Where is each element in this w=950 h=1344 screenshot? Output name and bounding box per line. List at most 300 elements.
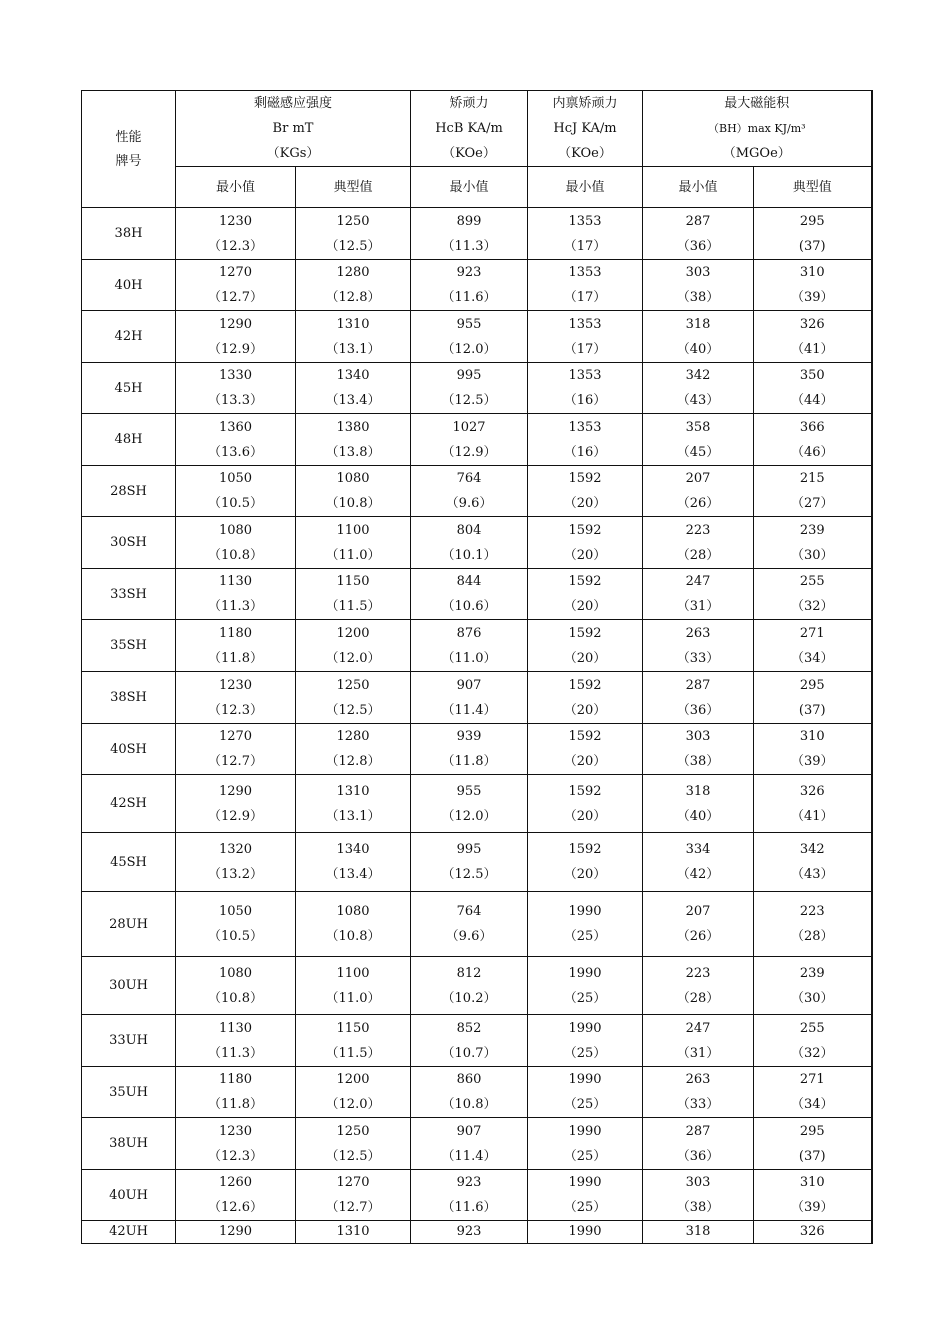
- br-min-cell: [176, 260, 296, 311]
- hcj-min-alt-value: （25）: [563, 1148, 607, 1164]
- hcb-min-alt-value: （12.0）: [441, 341, 497, 357]
- br-typ-alt-value: （11.5）: [325, 599, 381, 614]
- hcj-min-value: 1592: [568, 842, 602, 857]
- br-min-alt-value: （10.8）: [208, 547, 263, 563]
- br-typ-value: 1100: [336, 965, 370, 981]
- hcj-min-alt-value: （17）: [563, 290, 607, 305]
- br-typ-cell: [296, 569, 411, 620]
- hcj-min-cell: [528, 724, 643, 775]
- hcb-min-value: 812: [456, 965, 482, 981]
- hcb-min-cell: [411, 672, 528, 724]
- table-row: [82, 363, 872, 414]
- br-min-cell: [176, 892, 296, 957]
- hcj-unit-alt: （KOe）: [558, 146, 612, 161]
- bh-min-value: 303: [685, 1175, 711, 1190]
- grade-cell: 42UH: [82, 1221, 176, 1244]
- bh-min-alt-value: （40）: [676, 808, 720, 824]
- bh-min-alt-value: （33）: [676, 650, 720, 666]
- hcj-title: 内禀矫顽力: [552, 96, 618, 111]
- hcj-min-value: 1592: [568, 783, 602, 799]
- subheader-row: [82, 167, 872, 208]
- bh-min-value: 287: [685, 213, 711, 229]
- table-row: [82, 569, 872, 620]
- br-min-cell: [176, 569, 296, 620]
- bh-typ-alt-value: (37): [798, 238, 826, 254]
- hcb-unit: HcB KA/m: [435, 121, 503, 136]
- hcb-min-cell: [411, 208, 528, 260]
- table-row: [82, 311, 872, 363]
- br-min-cell: [176, 414, 296, 466]
- bh-typ-value: 271: [799, 625, 825, 641]
- br-min-value: 1050: [218, 471, 253, 486]
- bh-min-cell: [643, 775, 754, 833]
- hcj-min-cell: [528, 414, 643, 466]
- bh-min-cell: [643, 569, 754, 620]
- bh-min-alt-value: （28）: [676, 547, 720, 563]
- hcj-min-value: 1990: [568, 1020, 602, 1036]
- hcj-min-alt-value: （20）: [563, 547, 607, 563]
- bh-min-alt-value: （36）: [676, 1148, 720, 1164]
- bh-typ-alt-value: （39）: [791, 1200, 834, 1215]
- hcj-min-value: 1592: [568, 522, 602, 538]
- bh-typ-cell: [754, 260, 872, 311]
- bh-typ-value: 295: [799, 1123, 825, 1139]
- hcb-min-value: 804: [456, 522, 482, 538]
- table-row: [82, 620, 872, 672]
- bh-min-value: 287: [685, 677, 711, 693]
- hcb-min-alt-value: （11.6）: [441, 290, 497, 305]
- bh-min-alt-value: （26）: [676, 929, 720, 944]
- hcb-min-value: 852: [456, 1020, 482, 1036]
- table-row: [82, 208, 872, 260]
- br-min-cell: [176, 1170, 296, 1221]
- bh-typ-value: 310: [799, 1175, 825, 1190]
- br-min-cell: [176, 466, 296, 517]
- grade-cell: 38SH: [82, 672, 176, 724]
- hcb-min-value: 876: [456, 625, 482, 641]
- hcj-min-alt-value: （17）: [563, 341, 607, 357]
- br-min-value: 1290: [218, 316, 253, 332]
- br-typ-cell: [296, 672, 411, 724]
- bh-typ-cell: [754, 724, 872, 775]
- hcj-min-alt-value: （20）: [563, 867, 607, 882]
- bh-typ-cell: [754, 208, 872, 260]
- hcb-min-cell: [411, 414, 528, 466]
- br-min-value: 1180: [218, 1072, 253, 1087]
- bh-min-alt-value: （42）: [676, 867, 720, 882]
- br-min-value: 1270: [218, 729, 253, 744]
- br-typ-value: 1280: [336, 729, 370, 744]
- br-typ-value: 1150: [336, 574, 370, 589]
- grade-label: 牌号: [115, 154, 142, 169]
- hcb-min-cell: [411, 1118, 528, 1170]
- br-typ-value: 1310: [336, 316, 370, 332]
- hcb-min-value: 995: [456, 368, 482, 383]
- br-min-value: 1130: [218, 574, 253, 589]
- hcb-min-cell: [411, 775, 528, 833]
- br-min-alt-value: （13.6）: [208, 444, 263, 460]
- hcj-min-cell: [528, 957, 643, 1015]
- br-min-value: 1130: [218, 1020, 253, 1036]
- br-min-alt-value: （12.3）: [208, 1148, 263, 1164]
- br-min-cell: [176, 208, 296, 260]
- br-min-alt-value: （10.5）: [208, 496, 263, 511]
- hcj-min-value: 1592: [568, 729, 602, 744]
- magnet-properties-table: [81, 90, 873, 1244]
- br-typ-cell: [296, 311, 411, 363]
- bh-typ-alt-value: (37): [798, 702, 826, 718]
- br-typ-alt-value: （10.8）: [325, 496, 381, 511]
- br-typ-alt-value: （13.8）: [325, 444, 381, 460]
- hcj-min-alt-value: （20）: [563, 599, 607, 614]
- br-min-cell: [176, 957, 296, 1015]
- grade-cell: 35UH: [82, 1067, 176, 1118]
- hcb-min-value: 764: [456, 471, 482, 486]
- hcj-min-value: 1592: [568, 625, 602, 641]
- br-min-alt-value: （10.8）: [208, 990, 263, 1006]
- br-typ-cell: [296, 892, 411, 957]
- br-min-alt-value: （12.9）: [208, 341, 263, 357]
- grade-cell: 48H: [82, 414, 176, 466]
- br-min-alt-value: （11.8）: [208, 650, 263, 666]
- br-typ-alt-value: （11.0）: [325, 547, 381, 563]
- br-typ-alt-value: （11.5）: [325, 1045, 381, 1061]
- bh-typ-alt-value: （32）: [791, 1045, 834, 1061]
- hcj-min-header: 最小值: [528, 167, 643, 208]
- br-typ-value: 1080: [336, 904, 370, 919]
- hcb-min-alt-value: （11.4）: [441, 702, 497, 718]
- bh-typ-value: 239: [799, 965, 825, 981]
- bh-min-value: 334: [685, 842, 711, 857]
- hcb-min-value: 995: [456, 842, 482, 857]
- hcb-min-alt-value: （9.6）: [445, 929, 493, 944]
- bh-min-alt-value: （38）: [676, 754, 720, 769]
- br-typ-cell: [296, 833, 411, 892]
- hcj-min-cell: [528, 311, 643, 363]
- br-min-cell: [176, 311, 296, 363]
- hcb-min-alt-value: （12.0）: [441, 808, 497, 824]
- bh-min-cell: [643, 724, 754, 775]
- table-row: [82, 775, 872, 833]
- hcj-min-alt-value: （16）: [563, 444, 607, 460]
- br-typ-cell: [296, 724, 411, 775]
- br-typ-alt-value: （12.5）: [325, 238, 381, 254]
- br-typ-cell: [296, 260, 411, 311]
- bh-min-header: 最小值: [643, 167, 754, 208]
- grade-cell: 38UH: [82, 1118, 176, 1170]
- grade-property-header: [82, 91, 176, 208]
- hcj-min-value: 1990: [568, 1123, 602, 1139]
- bh-min-cell: [643, 517, 754, 569]
- bh-unit: （BH）max KJ/m³: [708, 122, 806, 135]
- hcb-min-alt-value: （10.8）: [441, 1097, 497, 1112]
- hcj-min-alt-value: （17）: [563, 238, 607, 254]
- hcb-min-cell: [411, 957, 528, 1015]
- br-typ-cell: [296, 1015, 411, 1067]
- br-min-cell: [176, 672, 296, 724]
- hcb-min-alt-value: （10.7）: [441, 1045, 497, 1061]
- br-typ-alt-value: （12.0）: [325, 1097, 381, 1112]
- bh-unit-alt: （MGOe）: [722, 146, 791, 161]
- bh-min-cell: [643, 892, 754, 957]
- bh-min-alt-value: （26）: [676, 496, 720, 511]
- br-min-cell: [176, 620, 296, 672]
- grade-cell: 28SH: [82, 466, 176, 517]
- table-row: [82, 892, 872, 957]
- hcj-min-value: 1592: [568, 471, 602, 486]
- table-row: [82, 957, 872, 1015]
- hcb-title: 矫顽力: [449, 96, 489, 111]
- bh-min-cell: [643, 466, 754, 517]
- br-min-cell: [176, 775, 296, 833]
- bh-typ-value: 310: [799, 265, 825, 280]
- hcb-min-cell: [411, 363, 528, 414]
- br-typ-alt-value: （13.4）: [325, 393, 381, 408]
- br-typ-value: 1310: [336, 783, 370, 799]
- bh-typ-cell: [754, 311, 872, 363]
- bh-min-value: 207: [685, 471, 711, 486]
- hcb-min-alt-value: （12.9）: [441, 444, 497, 460]
- bh-typ-value: 215: [799, 471, 825, 486]
- bh-typ-value: 271: [799, 1072, 825, 1087]
- br-min-value: 1080: [218, 522, 253, 538]
- br-typ-value: 1250: [336, 1123, 370, 1139]
- hcj-min-cell: [528, 672, 643, 724]
- bh-typ-cell: [754, 833, 872, 892]
- hcb-min-value: 764: [456, 904, 482, 919]
- hcb-header: [411, 91, 528, 167]
- br-min-alt-value: （12.6）: [208, 1200, 263, 1215]
- bh-typ-alt-value: （39）: [791, 290, 834, 305]
- bh-typ-alt-value: （39）: [791, 754, 834, 769]
- br-min-value: 1320: [218, 842, 253, 857]
- br-min-value: 1230: [218, 1123, 253, 1139]
- br-typ-cell: [296, 1118, 411, 1170]
- bh-min-cell: [643, 1067, 754, 1118]
- hcb-min-cell: [411, 311, 528, 363]
- table-row: [82, 1221, 872, 1244]
- br-min-value: 1360: [218, 419, 253, 435]
- hcb-min-cell: [411, 892, 528, 957]
- hcj-min-cell: [528, 1118, 643, 1170]
- bh-title: 最大磁能积: [724, 96, 790, 111]
- hcb-min-value: 955: [456, 316, 482, 332]
- br-typ-alt-value: （13.1）: [325, 341, 381, 357]
- br-typ-value: 1340: [336, 368, 370, 383]
- br-typ-cell: [296, 517, 411, 569]
- br-typ-cell: [296, 1067, 411, 1118]
- hcj-min-cell: [528, 517, 643, 569]
- bh-min-cell: [643, 672, 754, 724]
- bh-typ-alt-value: （27）: [791, 496, 834, 511]
- hcj-min-cell: [528, 775, 643, 833]
- hcj-min-cell: [528, 833, 643, 892]
- hcb-min-alt-value: （11.0）: [441, 650, 497, 666]
- br-typ-alt-value: （12.5）: [325, 1148, 381, 1164]
- bh-typ-cell: [754, 414, 872, 466]
- bh-min-alt-value: （33）: [676, 1097, 720, 1112]
- hcb-min-alt-value: （10.2）: [441, 990, 497, 1006]
- bh-min-cell: [643, 311, 754, 363]
- grade-cell: 33UH: [82, 1015, 176, 1067]
- br-typ-alt-value: （12.0）: [325, 650, 381, 666]
- br-min-header: 最小值: [176, 167, 296, 208]
- bh-typ-alt-value: （41）: [791, 341, 834, 357]
- br-min-cell: [176, 1067, 296, 1118]
- bh-header: [643, 91, 872, 167]
- br-min-cell: [176, 833, 296, 892]
- bh-min-cell: [643, 414, 754, 466]
- hcj-min-alt-value: （25）: [563, 1045, 607, 1061]
- hcj-min-value: 1990: [568, 1175, 602, 1190]
- grade-cell: 30SH: [82, 517, 176, 569]
- br-typ-cell: [296, 363, 411, 414]
- bh-typ-value: 295: [799, 213, 825, 229]
- hcb-min-value: 907: [456, 677, 482, 693]
- hcj-min-value: 1353: [568, 368, 602, 383]
- hcj-min-cell: [528, 892, 643, 957]
- hcb-min-value: 955: [456, 783, 482, 799]
- br-min-alt-value: （13.3）: [208, 393, 263, 408]
- br-typ-cell: [296, 1170, 411, 1221]
- br-typ-alt-value: （13.4）: [325, 867, 381, 882]
- bh-min-alt-value: （31）: [676, 1045, 720, 1061]
- br-min-value: 1230: [218, 677, 253, 693]
- br-typ-value: 1200: [336, 625, 370, 641]
- bh-typ-value: 295: [799, 677, 825, 693]
- br-typ-value: 1150: [336, 1020, 370, 1036]
- br-min-alt-value: （12.9）: [208, 808, 263, 824]
- br-min-alt-value: （12.7）: [208, 754, 263, 769]
- table-row: [82, 1015, 872, 1067]
- br-min-alt-value: （11.8）: [208, 1097, 263, 1112]
- bh-typ-cell: [754, 1015, 872, 1067]
- bh-typ-cell: [754, 892, 872, 957]
- hcj-min-cell: [528, 1067, 643, 1118]
- grade-cell: 40SH: [82, 724, 176, 775]
- br-min-cell: [176, 363, 296, 414]
- table-row: [82, 260, 872, 311]
- grade-cell: 40UH: [82, 1170, 176, 1221]
- hcb-min-value: 923: [456, 265, 482, 280]
- br-typ-value: 1380: [336, 419, 370, 435]
- bh-min-value: 263: [685, 625, 711, 641]
- bh-min-value: 207: [685, 904, 711, 919]
- hcj-min-value: 1592: [568, 574, 602, 589]
- bh-typ-cell: [754, 775, 872, 833]
- grade-cell: 42SH: [82, 775, 176, 833]
- bh-min-cell: [643, 957, 754, 1015]
- hcj-min-value: 1353: [568, 316, 602, 332]
- table-row: [82, 833, 872, 892]
- grade-cell: 45SH: [82, 833, 176, 892]
- hcb-min-alt-value: （12.5）: [441, 393, 497, 408]
- bh-typ-alt-value: （41）: [791, 808, 834, 824]
- bh-typ-cell: [754, 363, 872, 414]
- br-typ-alt-value: （12.8）: [325, 290, 381, 305]
- bh-min-value: 318: [643, 1221, 754, 1244]
- hcb-min-alt-value: （11.6）: [441, 1200, 497, 1215]
- bh-min-alt-value: （31）: [676, 599, 720, 614]
- bh-min-alt-value: （28）: [676, 990, 720, 1006]
- hcj-unit: HcJ KA/m: [553, 121, 617, 136]
- bh-typ-value: 310: [799, 729, 825, 744]
- table-row: [82, 1170, 872, 1221]
- grade-cell: 35SH: [82, 620, 176, 672]
- hcj-min-cell: [528, 620, 643, 672]
- br-min-value: 1290: [176, 1221, 296, 1244]
- hcb-min-alt-value: （12.5）: [441, 867, 497, 882]
- grade-cell: 45H: [82, 363, 176, 414]
- grade-cell: 38H: [82, 208, 176, 260]
- br-min-cell: [176, 724, 296, 775]
- bh-typ-alt-value: (37): [798, 1148, 826, 1164]
- hcj-min-value: 1990: [568, 1072, 602, 1087]
- hcj-min-value: 1592: [568, 677, 602, 693]
- hcj-min-value: 1990: [568, 904, 602, 919]
- br-typ-cell: [296, 414, 411, 466]
- hcb-min-alt-value: （10.6）: [441, 599, 497, 614]
- br-min-value: 1050: [218, 904, 253, 919]
- hcb-min-cell: [411, 517, 528, 569]
- grade-cell: 33SH: [82, 569, 176, 620]
- br-typ-cell: [296, 775, 411, 833]
- br-typ-alt-value: （10.8）: [325, 929, 381, 944]
- hcb-min-value: 860: [456, 1072, 482, 1087]
- bh-min-alt-value: （36）: [676, 238, 720, 254]
- hcj-min-alt-value: （20）: [563, 496, 607, 511]
- br-unit-alt: （KGs）: [266, 146, 320, 161]
- bh-typ-cell: [754, 1067, 872, 1118]
- br-typ-header: 典型值: [296, 167, 411, 208]
- br-min-value: 1270: [218, 265, 253, 280]
- hcj-min-value: 1990: [528, 1221, 643, 1244]
- bh-typ-cell: [754, 517, 872, 569]
- hcb-min-alt-value: （9.6）: [445, 496, 493, 511]
- br-min-cell: [176, 1015, 296, 1067]
- hcb-min-alt-value: （10.1）: [441, 547, 497, 563]
- hcb-min-value: 923: [456, 1175, 482, 1190]
- br-title: 剩磁感应强度: [254, 96, 333, 111]
- br-min-alt-value: （11.3）: [208, 1045, 263, 1061]
- bh-min-cell: [643, 620, 754, 672]
- hcj-min-alt-value: （16）: [563, 393, 607, 408]
- br-typ-value: 1250: [336, 213, 370, 229]
- table-row: [82, 1118, 872, 1170]
- br-unit: Br mT: [272, 121, 314, 136]
- bh-min-alt-value: （45）: [676, 444, 720, 460]
- bh-typ-value: 366: [799, 419, 825, 435]
- br-min-alt-value: （10.5）: [208, 929, 263, 944]
- bh-min-value: 223: [685, 522, 711, 538]
- bh-min-value: 342: [685, 368, 711, 383]
- bh-typ-cell: [754, 569, 872, 620]
- bh-typ-alt-value: （43）: [791, 867, 834, 882]
- hcj-min-cell: [528, 363, 643, 414]
- hcj-min-cell: [528, 1170, 643, 1221]
- bh-typ-cell: [754, 672, 872, 724]
- hcb-min-cell: [411, 569, 528, 620]
- br-typ-alt-value: （12.8）: [325, 754, 381, 769]
- br-typ-cell: [296, 957, 411, 1015]
- table-row: [82, 724, 872, 775]
- br-typ-value: 1080: [336, 471, 370, 486]
- br-min-alt-value: （12.7）: [208, 290, 263, 305]
- hcj-min-cell: [528, 1015, 643, 1067]
- bh-typ-value: 255: [799, 1020, 825, 1036]
- bh-typ-alt-value: （46）: [791, 444, 834, 460]
- hcj-min-alt-value: （20）: [563, 808, 607, 824]
